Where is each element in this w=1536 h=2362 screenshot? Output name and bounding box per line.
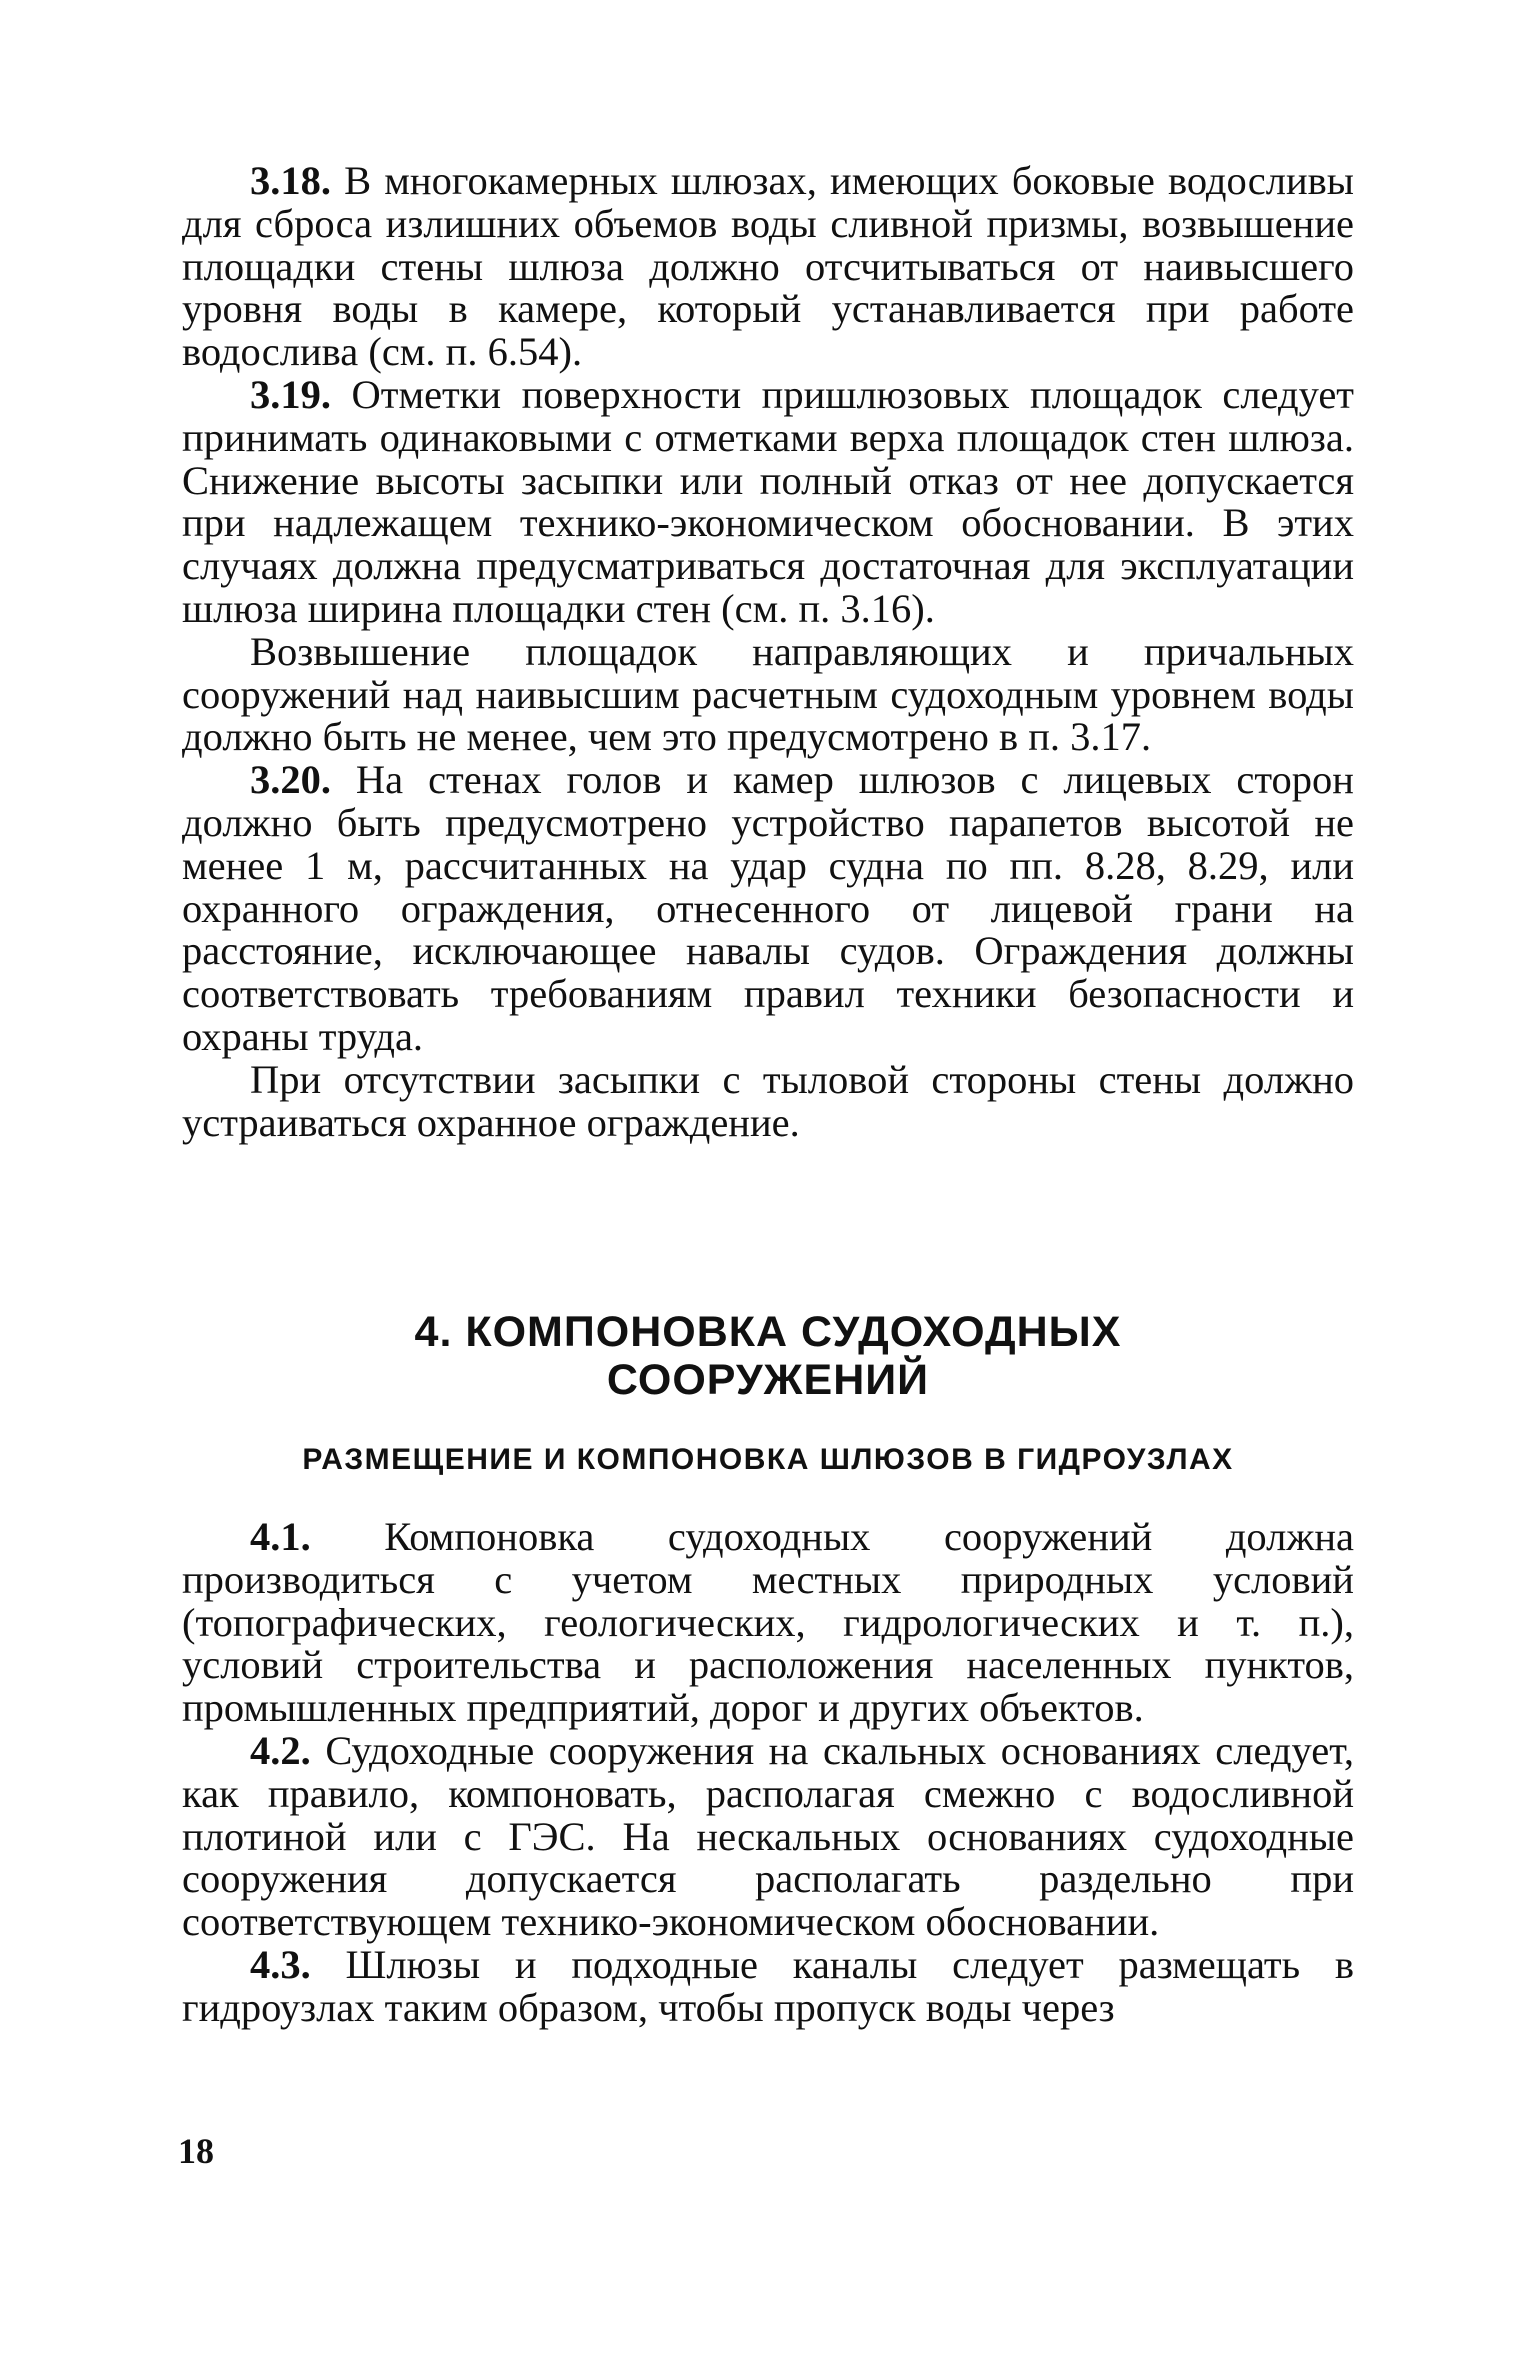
body-text-top bbox=[182, 160, 1354, 1144]
paragraph-number: 4.3. bbox=[250, 1941, 311, 1987]
section-heading-line1: 4. КОМПОНОВКА СУДОХОДНЫХ bbox=[414, 1308, 1122, 1356]
paragraph-text: В многокамерных шлюзах, имеющих боковые водосливы для сброса излишних объемов воды сливной призмы, возвышение площадки стены шлюза должно отсчитываться от наивысшего уровня воды в камере, который устанавливается при работе водослива (см. п. 6.54). bbox=[182, 158, 1354, 375]
section-heading bbox=[182, 1308, 1354, 1404]
paragraph-4-2 bbox=[182, 1727, 1354, 1945]
paragraph-4-3 bbox=[182, 1941, 1354, 2030]
paragraph-text: На стенах голов и камер шлюзов с лицевых сторон должно быть предусмотрено устройство парапетов высотой не менее 1 м, рассчитанных на удар судна по пп. 8.28, 8.29, или охранного ограждения, отнесенного от лицевой грани на расстояние, исключающее навалы судов. Ограждения должны соответствовать требованиям правил техники безопасности и охраны труда. bbox=[182, 757, 1354, 1059]
paragraph-number: 3.20. bbox=[250, 757, 331, 803]
page-number: 18 bbox=[178, 2131, 214, 2171]
paragraph-number: 3.19. bbox=[250, 371, 331, 417]
paragraph-text: Возвышение площадок направляющих и причальных сооружений над наивысшим расчетным судоходным уровнем воды должно быть не менее, чем это предусмотрено в п. 3.17. bbox=[182, 628, 1354, 760]
paragraph-3-18 bbox=[182, 160, 1354, 374]
paragraph-number: 4.2. bbox=[250, 1727, 311, 1773]
paragraph-text: Судоходные сооружения на скальных основаниях следует, как правило, компоновать, располагая смежно с водосливной плотиной или с ГЭС. На нескальных основаниях судоходные сооружения допускается располагать раздельно при соответствующем технико-экономическом обосновании. bbox=[182, 1727, 1354, 1945]
paragraph-3-20-continued bbox=[182, 1056, 1354, 1145]
paragraph-text: Отметки поверхности пришлюзовых площадок следует принимать одинаковыми с отметками верха площадок стен шлюза. Снижение высоты засыпки или полный отказ от нее допускается при надлежащем технико-экономическом обосновании. В этих случаях должна предусматриваться достаточная для эксплуатации шлюза ширина площадки стен (см. п. 3.16). bbox=[182, 371, 1354, 631]
paragraph-number: 4.1. bbox=[250, 1514, 311, 1559]
section-heading-line2: СООРУЖЕНИЙ bbox=[606, 1356, 930, 1404]
paragraph-text: Шлюзы и подходные каналы следует размещать в гидроузлах таким образом, чтобы пропуск воды через bbox=[182, 1941, 1354, 2030]
paragraph-number: 3.18. bbox=[250, 158, 331, 203]
paragraph-text: Компоновка судоходных сооружений должна производиться с учетом местных природных условий (топографических, геологических, гидрологических и т. п.), условий строительства и расположения населенных пунктов, промышленных предприятий, дорог и других объектов. bbox=[182, 1514, 1354, 1731]
subsection-heading: РАЗМЕЩЕНИЕ И КОМПОНОВКА ШЛЮЗОВ В ГИДРОУЗЛАХ bbox=[302, 1443, 1234, 1476]
paragraph-3-19-continued bbox=[182, 628, 1354, 760]
paragraph-text: При отсутствии засыпки с тыловой стороны стены должно устраиваться охранное ограждение. bbox=[182, 1056, 1354, 1145]
paragraph-4-1 bbox=[182, 1516, 1354, 1730]
body-text-bottom bbox=[182, 1516, 1354, 2030]
paragraph-3-19 bbox=[182, 371, 1354, 631]
paragraph-3-20 bbox=[182, 759, 1354, 1059]
